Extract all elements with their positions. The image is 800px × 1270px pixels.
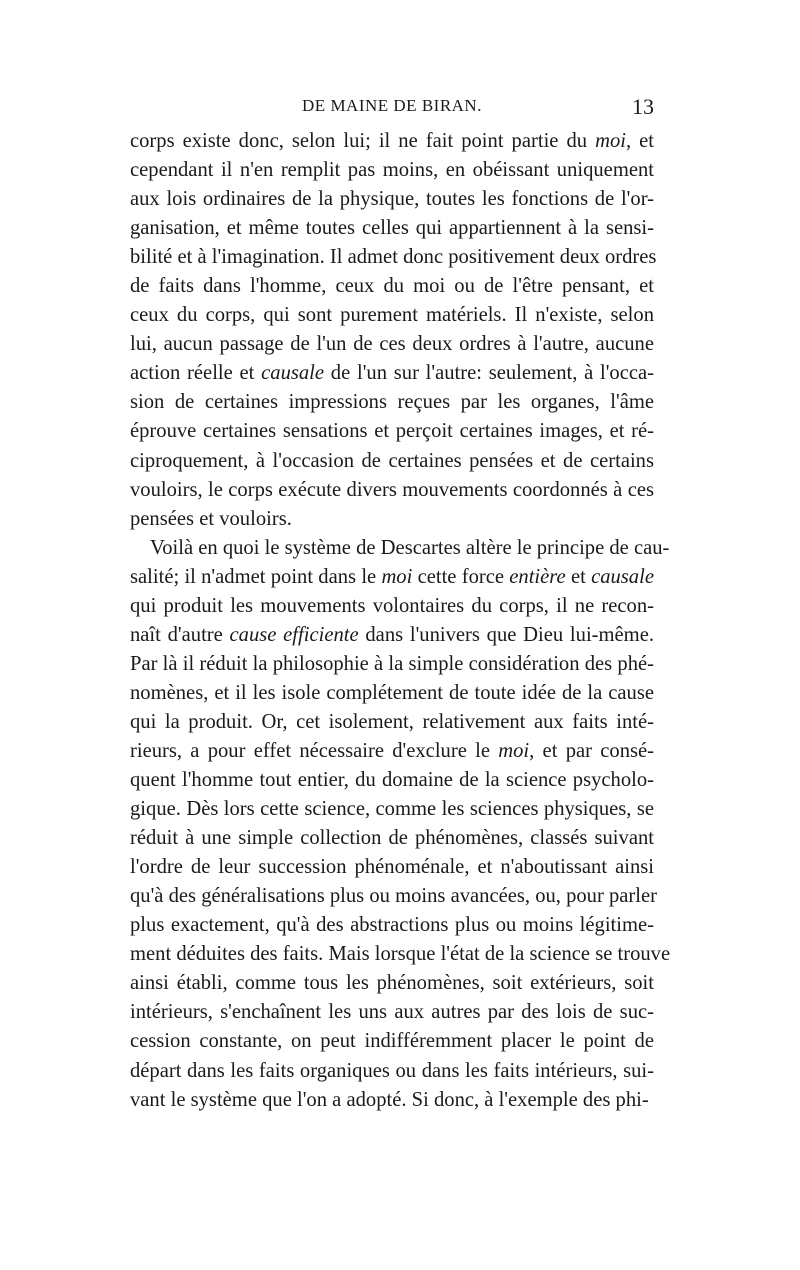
text-line <box>130 621 654 650</box>
text-line <box>130 766 654 795</box>
line-text: départ dans les faits organiques ou dans les faits intérieurs, sui- <box>130 1059 654 1082</box>
text-line <box>130 650 654 679</box>
italic-text: causale <box>591 565 654 588</box>
line-text: et <box>565 565 592 588</box>
italic-text: moi <box>498 739 530 762</box>
text-line <box>130 127 654 156</box>
text-line <box>130 1057 654 1086</box>
line-text: intérieurs, s'enchaînent les uns aux autres par des lois de suc- <box>130 1001 654 1024</box>
text-line <box>130 998 654 1027</box>
line-text: qui produit les mouvements volontaires du corps, il ne recon- <box>130 594 654 617</box>
text-line <box>130 1027 654 1056</box>
line-text: bilité et à l'imagination. Il admet donc positivement deux ordres <box>130 246 657 269</box>
line-text: réduit à une simple collection de phénomènes, classés suivant <box>130 827 654 850</box>
text-line <box>130 795 654 824</box>
text-line <box>130 824 654 853</box>
text-line <box>130 447 654 476</box>
line-text: vant le système que l'on a adopté. Si donc, à l'exemple des phi- <box>130 1088 649 1111</box>
text-line <box>130 359 654 388</box>
text-line <box>130 330 654 359</box>
italic-text: moi <box>595 130 626 152</box>
text-line <box>130 592 654 621</box>
text-line <box>130 708 654 737</box>
text-line <box>130 679 654 708</box>
text-line <box>130 737 654 766</box>
text-line <box>130 476 654 505</box>
line-text: action réelle et <box>130 362 262 385</box>
text-line <box>130 214 654 243</box>
running-title: DE MAINE DE BIRAN. <box>302 96 482 115</box>
line-text: de l'un sur l'autre: seulement, à l'occa- <box>324 362 654 385</box>
line-text: ainsi établi, comme tous les phénomènes, soit extérieurs, soit <box>130 972 654 995</box>
text-line <box>130 1086 654 1115</box>
paragraph <box>130 534 671 1115</box>
body-text <box>130 127 671 1115</box>
paragraph <box>130 127 657 534</box>
line-text: de faits dans l'homme, ceux du moi ou de l'être pensant, et <box>130 275 654 298</box>
italic-text: cause efficiente <box>229 623 359 646</box>
italic-text: causale <box>261 362 325 385</box>
line-text: éprouve certaines sensations et perçoit certaines images, et ré- <box>130 420 654 443</box>
line-text: lui, aucun passage de l'un de ces deux ordres à l'autre, aucune <box>130 333 654 356</box>
text-line <box>130 882 657 911</box>
line-text: rieurs, a pour effet nécessaire d'exclure le <box>130 739 499 762</box>
line-text: ciproquement, à l'occasion de certaines pensées et de certains <box>130 449 654 472</box>
line-text: corps existe donc, selon lui; il ne fait point partie du <box>130 130 596 152</box>
line-text: l'ordre de leur succession phénoménale, et n'aboutissant ainsi <box>130 856 654 879</box>
text-line <box>130 417 654 446</box>
line-text: cession constante, on peut indifféremment placer le point de <box>130 1030 654 1053</box>
line-text: vouloirs, le corps exécute divers mouvements coordonnés à ces <box>130 478 654 501</box>
line-text: plus exactement, qu'à des abstractions plus ou moins légitime- <box>130 914 654 937</box>
text-line <box>130 272 654 301</box>
italic-text: moi <box>381 565 413 588</box>
text-line <box>130 911 654 940</box>
text-line <box>130 940 671 969</box>
text-line <box>130 185 654 214</box>
line-text: dans l'univers que Dieu lui-même. <box>358 623 654 646</box>
line-text: , et par consé- <box>529 739 655 762</box>
text-line <box>130 534 670 563</box>
line-text: Par là il réduit la philosophie à la simple considération des phé- <box>130 652 654 675</box>
line-text: qu'à des généralisations plus ou moins avancées, ou, pour parler <box>130 885 657 908</box>
line-text: pensées et vouloirs. <box>130 507 292 530</box>
line-text: cependant il n'en remplit pas moins, en obéissant uniquement <box>130 159 654 182</box>
text-line <box>130 243 657 272</box>
line-text: gique. Dès lors cette science, comme les sciences physiques, se <box>130 798 654 821</box>
line-text: ganisation, et même toutes celles qui appartiennent à la sensi- <box>130 217 654 240</box>
text-line <box>130 388 654 417</box>
line-text: nomènes, et il les isole complétement de toute idée de la cause <box>130 681 654 704</box>
text-line <box>130 156 654 185</box>
line-text: ment déduites des faits. Mais lorsque l'état de la science se trouve <box>130 943 671 966</box>
line-text: cette force <box>412 565 510 588</box>
line-text: Voilà en quoi le système de Descartes altère le principe de cau- <box>150 536 670 559</box>
line-text: quent l'homme tout entier, du domaine de la science psycholo- <box>130 769 654 792</box>
line-text: qui la produit. Or, cet isolement, relativement aux faits inté- <box>130 710 654 733</box>
running-head <box>130 96 654 122</box>
line-text: aux lois ordinaires de la physique, toutes les fonctions de l'or- <box>130 188 654 211</box>
line-text: , et <box>625 130 654 152</box>
text-line <box>130 853 654 882</box>
line-text: ceux du corps, qui sont purement matériels. Il n'existe, selon <box>130 304 654 327</box>
text-line <box>130 301 654 330</box>
text-line <box>130 563 654 592</box>
italic-text: entière <box>509 565 566 588</box>
text-line <box>130 969 654 998</box>
line-text: salité; il n'admet point dans le <box>130 565 382 588</box>
line-text: naît d'autre <box>130 623 230 646</box>
text-line <box>130 505 654 534</box>
page-number: 13 <box>632 94 654 119</box>
line-text: sion de certaines impressions reçues par les organes, l'âme <box>130 391 654 414</box>
